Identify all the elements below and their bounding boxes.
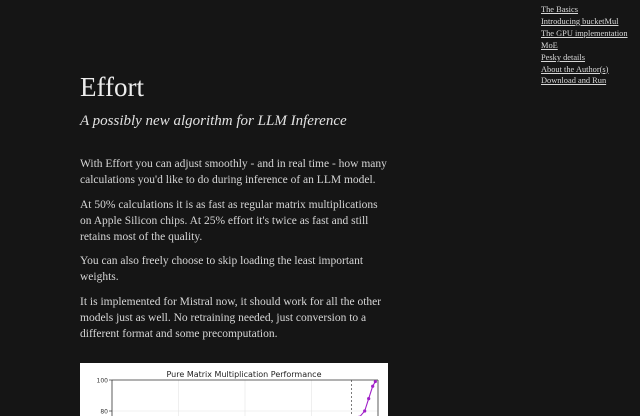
toc-link-gpu-implementation[interactable]: The GPU implementation [541,28,628,38]
intro-content [80,156,392,350]
chart-grid [112,380,378,416]
intro-paragraph: At 50% calculations it is as fast as regular matrix multiplications on Apple Silicon chips. At 25% effort it's twice as fast and still retains most of the quality. [80,198,378,243]
data-point [363,409,366,412]
chart-series [358,380,377,416]
toc-link-moe[interactable]: MoE [541,40,558,50]
y-tick-label: 80 [100,408,108,416]
intro-paragraph: It is implemented for Mistral now, it should work for all the other models just as well. No retraining needed, just conversion to a different format and some precomputation. [80,295,382,340]
toc-link-about-authors[interactable]: About the Author(s) [541,64,609,74]
y-tick-label: 100 [96,377,108,385]
performance-chart [80,363,388,416]
data-point [374,380,377,383]
data-point [367,397,370,400]
toc-link-pesky-details[interactable]: Pesky details [541,52,585,62]
chart-title: Pure Matrix Multiplication Performance [166,370,322,379]
intro-paragraph: You can also freely choose to skip loading the least important weights. [80,255,364,283]
page-subtitle: A possibly new algorithm for LLM Inference [80,113,347,129]
data-point [371,385,374,388]
page-title: Effort [80,72,144,102]
toc-link-download-and-run[interactable]: Download and Run [541,76,607,86]
toc-link-introducing-bucketmul[interactable]: Introducing bucketMul [541,16,619,26]
toc-link-the-basics[interactable]: The Basics [541,5,578,14]
chart-svg [80,363,388,416]
chart-ticks [97,378,112,416]
table-of-contents [541,4,637,87]
intro-paragraph: With Effort you can adjust smoothly - and in real time - how many calculations you'd like to do during inference of an LLM model. [80,158,387,186]
